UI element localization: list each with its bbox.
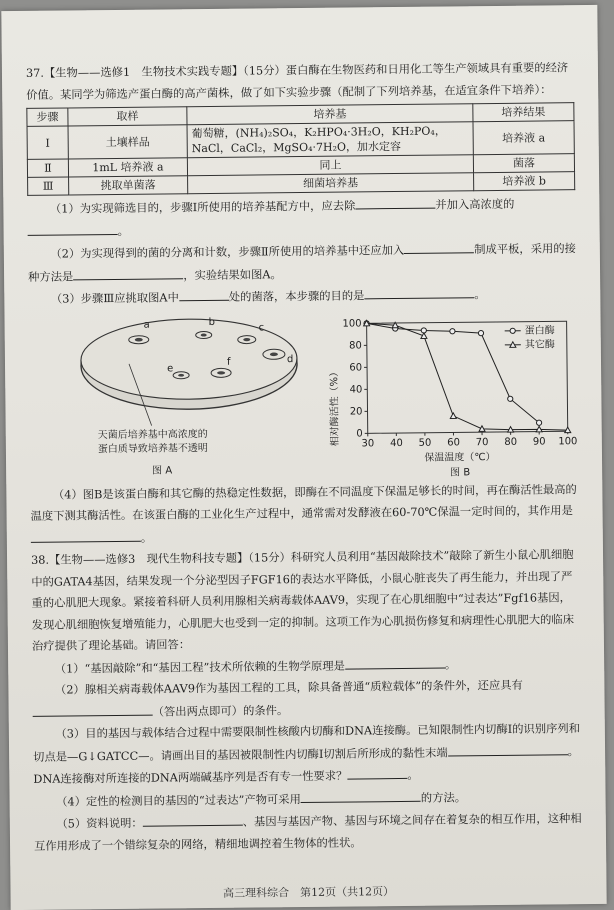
x-tick-label: 40 [390,437,403,448]
figure-a-caption: 图 A [152,464,172,476]
plot-frame [367,321,568,433]
q37-sub1-text: （1）为实现筛选目的，步骤Ⅰ所使用的培养基配方中，应去除 [50,199,355,215]
q37-sub1 [27,192,577,243]
table-cell: 挑取单菌落 [69,176,188,195]
answer-blank[interactable] [31,526,141,542]
figure-a-note: 蛋白质导致培养基不透明 [98,441,208,455]
q37-header: 37.【生物——选修1 生物技术实践专题】（15分）蛋白酶在生物医药和日用化工等生产领域具有重要的经济价值。某同学为筛选产蛋白酶的高产菌株，做了如下实验步骤（配制了下列培养基，在适宜条件下培养）： [26,57,576,106]
q37-sub4-text: （4）图B是该蛋白酶和其它酶的热稳定性数据，即酶在不同温度下保温足够长的时间，再在酶活性最高的温度下测其酶活性。在该蛋白酶的工业化生产过程中，通常需对发酵液在60-70℃保温一定时间的，其作用是 [31,483,577,523]
q38-sub3-text: （3）目的基因与载体结合过程中需要限制性核酸内切酶和DNA连接酶。已知限制性内切酶Ⅰ的识别序列和切点是—G↓GATCC—。请画出目的基因被限制性内切酶Ⅰ切割后所形成的黏性末端 [33,722,580,763]
y-tick-label: 100 [342,318,361,329]
table-cell: Ⅰ [27,126,68,159]
x-tick-label: 80 [504,436,517,447]
legend-label: 其它酶 [525,337,555,350]
answer-blank[interactable] [448,740,568,756]
y-tick-label: 0 [356,428,362,439]
x-tick-label: 60 [447,437,460,448]
table-cell: 1mL 培养液 a [68,158,187,177]
answer-blank[interactable] [143,811,243,827]
q38-sub4-end: 的方法。 [421,791,466,804]
answer-blank[interactable] [33,700,153,716]
answer-blank[interactable] [179,286,229,302]
colony-label: d [287,354,293,365]
legend-marker [510,328,515,333]
y-tick-label: 20 [350,406,363,417]
colony-label: f [227,356,231,367]
data-point [508,396,513,401]
table-cell: Ⅱ [27,159,68,177]
legend-label: 蛋白酶 [525,323,555,336]
answer-blank[interactable] [28,219,118,235]
x-tick-label: 50 [419,437,432,448]
answer-blank[interactable] [347,764,407,780]
answer-blank[interactable] [364,283,474,299]
colony-label: a [144,319,150,330]
table-cell: 细菌培养基 [188,173,474,194]
x-tick-label: 90 [533,436,546,447]
q37-sub3-text-2: 处的菌落，本步骤的目的是 [229,289,365,303]
q37-sub3-end: 。 [474,288,485,301]
q37-sub2 [28,237,578,288]
figure-b-caption: 图 B [450,466,470,478]
q38-sub2 [32,674,582,724]
x-tick-label: 70 [476,437,489,448]
exam-page [1,5,606,910]
figure-a-petri-dish [68,311,320,484]
colony-label: c [259,322,265,333]
answer-blank[interactable] [301,786,421,802]
q37-sub4 [30,479,581,550]
answer-blank[interactable] [73,264,183,280]
answer-blank[interactable] [345,653,445,669]
y-tick-label: 60 [349,362,362,373]
figures-row [28,309,580,485]
table-header-cell: 步骤 [27,108,68,126]
y-tick-label: 80 [349,340,362,351]
x-tick-label: 30 [361,438,374,449]
q37-sub1-text-2: 并加入高浓度的 [435,198,514,212]
q37-sub3 [28,282,578,310]
table-cell: 菌落 [473,154,574,173]
q37-sub2-end: ，实验结果如图A。 [183,268,282,282]
q38-sub2-end: （答出两点即可）的条件。 [153,704,289,718]
q38-sub4-text: （4）定性的检测目的基因的“过表达”产物可采用 [56,793,301,809]
q37-sub1-end: 。 [118,224,129,237]
table-header-cell: 培养结果 [473,103,574,122]
colony-label: b [209,316,215,327]
q38-sub5 [34,807,584,857]
data-point [450,328,455,333]
q37-sub2-text-2: 制成平板，采用的接种方法是 [28,242,576,283]
q37-sub3-text: （3）步骤Ⅲ应挑取图A中 [51,291,179,305]
data-point [536,420,541,425]
q38-sub5-text-2: 、基因与基因产物、基因与环境之间存在着复杂的相互作用，这种相互作用形成了一个错综复杂的网络，精细地调控着生物体的性状。 [34,812,582,852]
table-cell: 土壤样品 [68,125,187,159]
q38-intro: 38.【生物——选修3 现代生物科技专题】（15分）科研究人员利用“基因敲除技术”敲除了新生小鼠心肌细胞中的GATA4基因，结果发现一个分泌型因子FGF16的表达水平降低，小鼠心脏丧失了再生能力，并出现了严重的心肌肥大现象。紧接着科研人员利用腺相关病毒载体AAV9，实现了在心肌细胞中“过表达”Fgf16基因，发现心肌细胞恢复增殖能力，心肌肥大也受到一定的抑制。这项工作为心肌损伤修复和病理性心肌肥大的临床治疗提供了理论基础。请回答： [31,544,582,657]
q38-sub1-text: （1）“基因敲除”和“基因工程”技术所依赖的生物学原理是 [55,659,345,675]
q38-sub1-end: 。 [445,658,456,671]
series-line [367,321,568,432]
y-axis-label: 相对酶活性（%） [328,366,340,446]
q38-sub3 [33,718,584,790]
table-cell: Ⅲ [28,177,69,195]
data-point [478,330,483,335]
data-point [450,412,456,418]
q38-sub3-end: 。 [407,769,418,782]
q38-sub3-text-2: 。DNA连接酶对所连接的DNA两端碱基序列是否有专一性要求？ [33,745,579,786]
figure-a-note: 天菌后培养基中高浓度的 [98,427,208,441]
x-axis-label: 保温温度（℃） [424,449,495,463]
experiment-table [26,102,575,196]
page-footer: 高三理科综合 第12页（共12页） [10,881,606,903]
table-cell: 培养液 b [474,172,575,191]
x-tick-label: 100 [558,436,577,447]
q37-sub2-text: （2）为实现得到的菌的分离和计数，步骤Ⅱ所使用的培养基中还应加入 [50,244,404,261]
table-header-cell: 培养基 [187,104,473,125]
figure-b-chart [328,309,580,482]
y-tick-label: 40 [349,384,362,395]
answer-blank[interactable] [404,238,474,254]
q38-sub2-text: （2）腺相关病毒载体AAV9作为基因工程的工具，除具备普通“质粒载体”的条件外，还应具有 [55,679,523,697]
q38-sub5-text: （5）资料说明： [56,817,142,831]
answer-blank[interactable] [355,194,435,210]
table-cell: 培养液 a [473,121,574,155]
table-header-cell: 取样 [68,107,187,126]
table-cell: 同上 [187,155,473,176]
series-line [367,321,539,424]
data-point [421,332,427,338]
q37-sub4-end: 。 [141,531,152,544]
table-cell: 葡萄糖，(NH₄)₂SO₄，K₂HPO₄·3H₂O，KH₂PO₄，NaCl，CaCl₂，MgSO₄·7H₂O，加水定容 [187,122,473,158]
colony-label: e [167,363,173,374]
page-content [26,57,584,857]
